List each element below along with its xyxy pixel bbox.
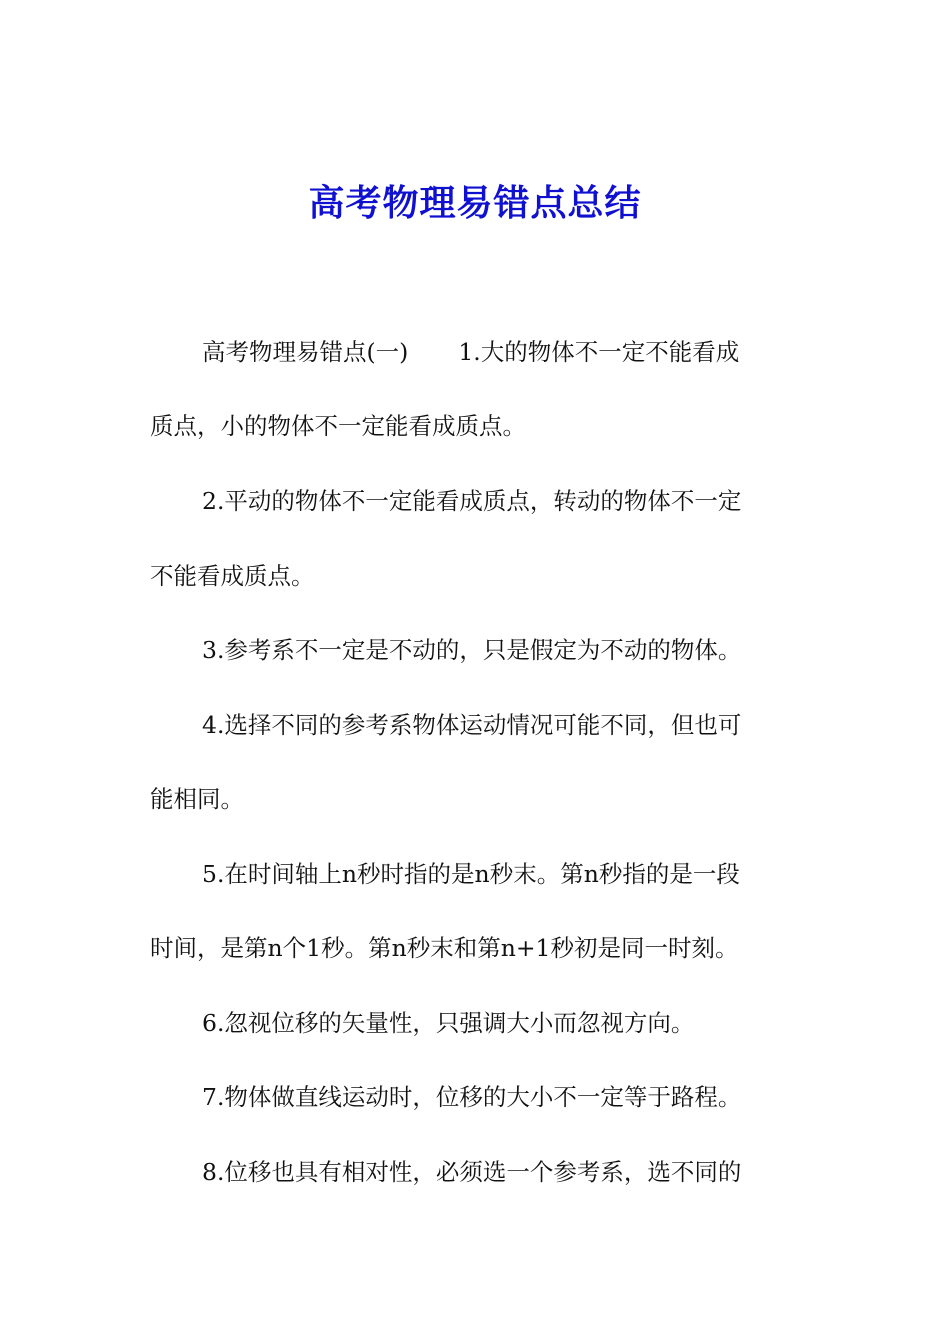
paragraph-line-7: 能相同。	[150, 785, 244, 813]
paragraph-line-1	[202, 336, 872, 368]
paragraph-line-3: 2.平动的物体不一定能看成质点，转动的物体不一定	[202, 487, 742, 515]
paragraph-line-5: 3.参考系不一定是不动的，只是假定为不动的物体。	[202, 636, 742, 664]
paragraph-line-9: 时间，是第n个1秒。第n秒末和第n+1秒初是同一时刻。	[150, 934, 739, 962]
paragraph-line-6: 4.选择不同的参考系物体运动情况可能不同，但也可	[202, 711, 742, 739]
paragraph-line-10: 6.忽视位移的矢量性，只强调大小而忽视方向。	[202, 1009, 695, 1037]
paragraph-text: 1.大的物体不一定不能看成	[458, 338, 740, 366]
page-title: 高考物理易错点总结	[308, 182, 642, 224]
paragraph-line-2: 质点，小的物体不一定能看成质点。	[150, 412, 526, 440]
paragraph-line-4: 不能看成质点。	[150, 562, 315, 590]
paragraph-line-12: 8.位移也具有相对性，必须选一个参考系，选不同的	[202, 1158, 742, 1186]
paragraph-line-8: 5.在时间轴上n秒时指的是n秒末。第n秒指的是一段	[202, 860, 740, 888]
paragraph-line-11: 7.物体做直线运动时，位移的大小不一定等于路程。	[202, 1083, 742, 1111]
section-heading: 高考物理易错点(一)	[202, 338, 409, 366]
